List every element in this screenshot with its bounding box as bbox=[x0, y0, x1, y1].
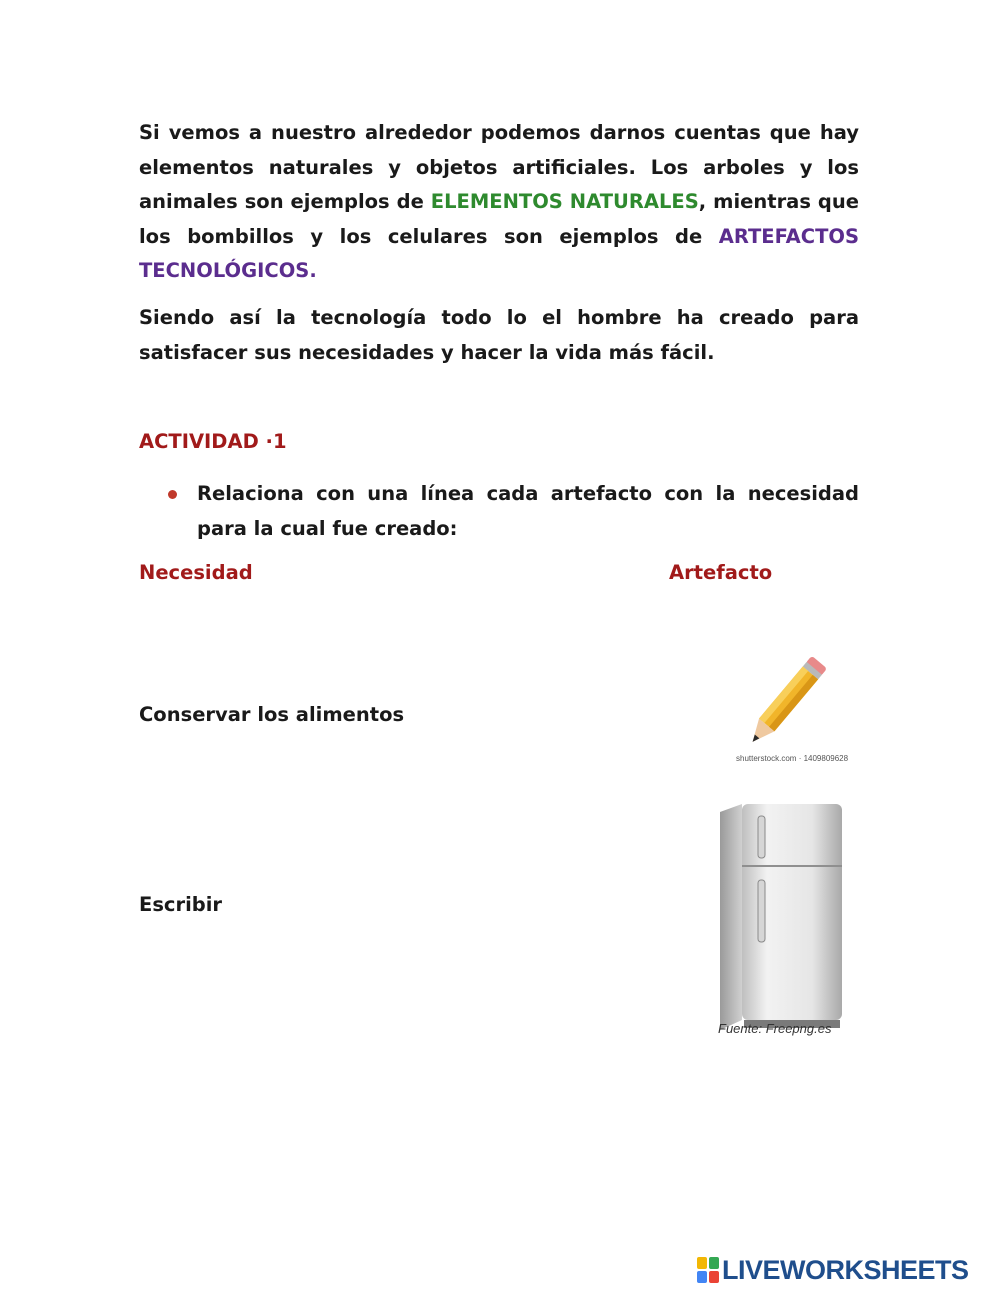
intro-text-2: , mientras que los bombillos y los celulares son ejemplos de bbox=[139, 190, 859, 248]
tech-artifacts-term: ARTEFACTOS TECNOLÓGICOS bbox=[139, 224, 859, 282]
intro-text-1: Si vemos a nuestro alrededor podemos darnos cuentas que hay elementos naturales y objetos artificiales. Los arboles y los animales son ejemplos de bbox=[139, 121, 859, 213]
column-header-artifact: Artefacto bbox=[669, 561, 773, 584]
pencil-credit: shutterstock.com · 1409809628 bbox=[736, 754, 849, 763]
logo-text: LIVEWORKSHEETS bbox=[722, 1254, 969, 1285]
need-item-food[interactable]: Conservar los alimentos bbox=[139, 703, 405, 726]
bullet-icon bbox=[168, 490, 177, 499]
intro-paragraph bbox=[139, 116, 859, 289]
column-header-need: Necesidad bbox=[139, 561, 253, 584]
pencil-image[interactable] bbox=[730, 640, 842, 770]
liveworksheets-logo[interactable] bbox=[697, 1253, 969, 1287]
activity-title: ACTIVIDAD ·1 bbox=[139, 430, 287, 453]
activity-instruction: Relaciona con una línea cada artefacto con la necesidad para la cual fue creado: bbox=[197, 482, 859, 540]
logo-mark-icon bbox=[697, 1257, 719, 1283]
definition-paragraph: Siendo así la tecnología todo lo el hombre ha creado para satisfacer sus necesidades y hacer la vida más fácil. bbox=[139, 306, 859, 364]
intro-text-3: . bbox=[309, 259, 317, 282]
fridge-image[interactable] bbox=[712, 798, 852, 1046]
need-item-write[interactable]: Escribir bbox=[139, 893, 223, 916]
natural-elements-term: ELEMENTOS NATURALES bbox=[430, 190, 699, 213]
fridge-credit: Fuente: Freepng.es bbox=[718, 1021, 832, 1036]
